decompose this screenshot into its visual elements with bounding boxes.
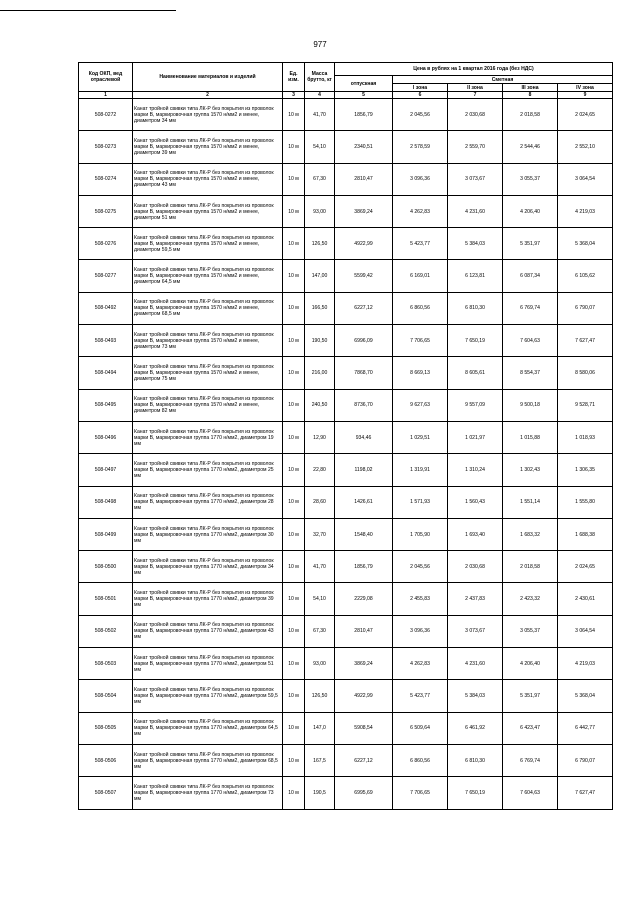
zone-2-price-cell: 6 123,81 <box>448 260 503 292</box>
name-cell: Канат тройной свивки типа ЛК-Р без покрытия из проволок марки В, маркировочная группа 1570 н/мм2 и менее, диаметром 82 мм <box>133 389 283 421</box>
table-row <box>79 744 613 776</box>
unit-cell: 10 м <box>283 454 305 486</box>
table-row <box>79 680 613 712</box>
table-body <box>79 99 613 810</box>
code-cell: 508-0501 <box>79 583 133 615</box>
zone-1-price-cell: 3 096,36 <box>393 163 448 195</box>
zone-4-price-cell: 4 219,03 <box>558 195 613 227</box>
code-cell: 508-0272 <box>79 99 133 131</box>
release-price-cell: 6995,69 <box>335 777 393 809</box>
zone-1-price-cell: 5 423,77 <box>393 680 448 712</box>
zone-3-price-cell: 5 351,97 <box>503 680 558 712</box>
release-price-cell: 1198,02 <box>335 454 393 486</box>
zone-3-price-cell: 2 018,58 <box>503 551 558 583</box>
release-price-cell: 3869,24 <box>335 648 393 680</box>
unit-cell: 10 м <box>283 195 305 227</box>
code-cell: 508-0500 <box>79 551 133 583</box>
release-price-cell: 8736,70 <box>335 389 393 421</box>
page-number: 977 <box>313 40 327 49</box>
mass-cell: 54,10 <box>305 131 335 163</box>
mass-cell: 41,70 <box>305 551 335 583</box>
code-cell: 508-0493 <box>79 325 133 357</box>
name-cell: Канат тройной свивки типа ЛК-Р без покрытия из проволок марки В, маркировочная группа 1770 н/мм2, диаметром 34 мм <box>133 551 283 583</box>
mass-cell: 93,00 <box>305 648 335 680</box>
zone-4-price-cell: 6 442,77 <box>558 712 613 744</box>
header-unit: Ед. изм. <box>283 63 305 92</box>
zone-1-price-cell: 9 627,63 <box>393 389 448 421</box>
zone-2-price-cell: 3 073,67 <box>448 615 503 647</box>
table-row <box>79 518 613 550</box>
release-price-cell: 2340,51 <box>335 131 393 163</box>
name-cell: Канат тройной свивки типа ЛК-Р без покрытия из проволок марки В, маркировочная группа 1770 н/мм2, диаметром 43 мм <box>133 615 283 647</box>
table-row <box>79 551 613 583</box>
mass-cell: 126,50 <box>305 228 335 260</box>
zone-4-price-cell: 1 555,80 <box>558 486 613 518</box>
unit-cell: 10 м <box>283 777 305 809</box>
zone-4-price-cell: 8 580,06 <box>558 357 613 389</box>
code-cell: 508-0274 <box>79 163 133 195</box>
code-cell: 508-0275 <box>79 195 133 227</box>
name-cell: Канат тройной свивки типа ЛК-Р без покрытия из проволок марки В, маркировочная группа 1570 н/мм2 и менее, диаметром 64,5 мм <box>133 260 283 292</box>
zone-4-price-cell: 9 528,71 <box>558 389 613 421</box>
code-cell: 508-0498 <box>79 486 133 518</box>
unit-cell: 10 м <box>283 518 305 550</box>
name-cell: Канат тройной свивки типа ЛК-Р без покрытия из проволок марки В, маркировочная группа 1770 н/мм2, диаметром 28 мм <box>133 486 283 518</box>
name-cell: Канат тройной свивки типа ЛК-Р без покрытия из проволок марки В, маркировочная группа 1570 н/мм2 и менее, диаметром 51 мм <box>133 195 283 227</box>
header-estimate-price: Сметная <box>393 76 613 84</box>
zone-3-price-cell: 8 554,37 <box>503 357 558 389</box>
release-price-cell: 1856,79 <box>335 551 393 583</box>
name-cell: Канат тройной свивки типа ЛК-Р без покрытия из проволок марки В, маркировочная группа 1770 н/мм2, диаметром 25 мм <box>133 454 283 486</box>
name-cell: Канат тройной свивки типа ЛК-Р без покрытия из проволок марки В, маркировочная группа 1570 н/мм2 и менее, диаметром 68,5 мм <box>133 292 283 324</box>
table-row <box>79 389 613 421</box>
unit-cell: 10 м <box>283 421 305 453</box>
zone-4-price-cell: 2 552,10 <box>558 131 613 163</box>
zone-2-price-cell: 7 650,19 <box>448 777 503 809</box>
top-left-rule <box>0 10 176 11</box>
zone-3-price-cell: 1 683,32 <box>503 518 558 550</box>
mass-cell: 147,00 <box>305 260 335 292</box>
unit-cell: 10 м <box>283 260 305 292</box>
zone-4-price-cell: 2 430,61 <box>558 583 613 615</box>
zone-3-price-cell: 1 302,43 <box>503 454 558 486</box>
table-header <box>79 63 613 99</box>
zone-4-price-cell: 6 105,62 <box>558 260 613 292</box>
header-zone-4: IV зона <box>558 84 613 92</box>
zone-1-price-cell: 2 045,56 <box>393 99 448 131</box>
zone-1-price-cell: 6 509,64 <box>393 712 448 744</box>
zone-3-price-cell: 2 018,58 <box>503 99 558 131</box>
zone-3-price-cell: 2 544,46 <box>503 131 558 163</box>
table-row <box>79 260 613 292</box>
code-cell: 508-0503 <box>79 648 133 680</box>
zone-3-price-cell: 6 087,34 <box>503 260 558 292</box>
zone-4-price-cell: 3 064,54 <box>558 163 613 195</box>
release-price-cell: 3869,24 <box>335 195 393 227</box>
zone-3-price-cell: 7 604,63 <box>503 325 558 357</box>
zone-3-price-cell: 4 206,40 <box>503 648 558 680</box>
column-number: 3 <box>283 92 305 99</box>
release-price-cell: 2810,47 <box>335 615 393 647</box>
mass-cell: 190,5 <box>305 777 335 809</box>
zone-2-price-cell: 5 384,03 <box>448 680 503 712</box>
zone-4-price-cell: 1 306,35 <box>558 454 613 486</box>
unit-cell: 10 м <box>283 680 305 712</box>
price-table <box>78 62 613 810</box>
zone-1-price-cell: 2 045,56 <box>393 551 448 583</box>
zone-2-price-cell: 2 437,83 <box>448 583 503 615</box>
unit-cell: 10 м <box>283 292 305 324</box>
zone-3-price-cell: 4 206,40 <box>503 195 558 227</box>
zone-1-price-cell: 6 860,56 <box>393 744 448 776</box>
column-number: 5 <box>335 92 393 99</box>
release-price-cell: 2229,08 <box>335 583 393 615</box>
name-cell: Канат тройной свивки типа ЛК-Р без покрытия из проволок марки В, маркировочная группа 1770 н/мм2, диаметром 39 мм <box>133 583 283 615</box>
mass-cell: 22,80 <box>305 454 335 486</box>
name-cell: Канат тройной свивки типа ЛК-Р без покрытия из проволок марки В, маркировочная группа 1570 н/мм2 и менее, диаметром 34 мм <box>133 99 283 131</box>
zone-4-price-cell: 1 688,38 <box>558 518 613 550</box>
zone-4-price-cell: 4 219,03 <box>558 648 613 680</box>
zone-4-price-cell: 7 627,47 <box>558 777 613 809</box>
mass-cell: 93,00 <box>305 195 335 227</box>
mass-cell: 67,30 <box>305 615 335 647</box>
release-price-cell: 1856,79 <box>335 99 393 131</box>
zone-1-price-cell: 5 423,77 <box>393 228 448 260</box>
code-cell: 508-0492 <box>79 292 133 324</box>
zone-4-price-cell: 1 018,93 <box>558 421 613 453</box>
zone-1-price-cell: 1 029,51 <box>393 421 448 453</box>
code-cell: 508-0497 <box>79 454 133 486</box>
column-number: 6 <box>393 92 448 99</box>
mass-cell: 166,50 <box>305 292 335 324</box>
release-price-cell: 4922,99 <box>335 228 393 260</box>
header-zone-3: III зона <box>503 84 558 92</box>
zone-1-price-cell: 4 262,83 <box>393 195 448 227</box>
zone-3-price-cell: 3 055,37 <box>503 163 558 195</box>
table-row <box>79 421 613 453</box>
zone-2-price-cell: 6 810,30 <box>448 744 503 776</box>
zone-2-price-cell: 1 021,97 <box>448 421 503 453</box>
mass-cell: 126,50 <box>305 680 335 712</box>
name-cell: Канат тройной свивки типа ЛК-Р без покрытия из проволок марки В, маркировочная группа 1570 н/мм2 и менее, диаметром 59,5 мм <box>133 228 283 260</box>
unit-cell: 10 м <box>283 131 305 163</box>
table-row <box>79 99 613 131</box>
zone-1-price-cell: 2 578,59 <box>393 131 448 163</box>
table-row <box>79 195 613 227</box>
column-number: 4 <box>305 92 335 99</box>
zone-3-price-cell: 6 769,74 <box>503 292 558 324</box>
unit-cell: 10 м <box>283 486 305 518</box>
zone-1-price-cell: 8 669,13 <box>393 357 448 389</box>
code-cell: 508-0276 <box>79 228 133 260</box>
zone-3-price-cell: 3 055,37 <box>503 615 558 647</box>
table-row <box>79 163 613 195</box>
table-row <box>79 357 613 389</box>
column-number: 8 <box>503 92 558 99</box>
mass-cell: 54,10 <box>305 583 335 615</box>
table-row <box>79 325 613 357</box>
name-cell: Канат тройной свивки типа ЛК-Р без покрытия из проволок марки В, маркировочная группа 1770 н/мм2, диаметром 19 мм <box>133 421 283 453</box>
zone-1-price-cell: 6 169,01 <box>393 260 448 292</box>
header-release-price: отпускная <box>335 76 393 92</box>
zone-2-price-cell: 5 384,03 <box>448 228 503 260</box>
mass-cell: 67,30 <box>305 163 335 195</box>
unit-cell: 10 м <box>283 583 305 615</box>
code-cell: 508-0496 <box>79 421 133 453</box>
code-cell: 508-0277 <box>79 260 133 292</box>
name-cell: Канат тройной свивки типа ЛК-Р без покрытия из проволок марки В, маркировочная группа 1570 н/мм2 и менее, диаметром 43 мм <box>133 163 283 195</box>
zone-2-price-cell: 1 560,43 <box>448 486 503 518</box>
table-row <box>79 292 613 324</box>
table-row <box>79 583 613 615</box>
name-cell: Канат тройной свивки типа ЛК-Р без покрытия из проволок марки В, маркировочная группа 1770 н/мм2, диаметром 30 мм <box>133 518 283 550</box>
column-number: 2 <box>133 92 283 99</box>
zone-1-price-cell: 6 860,56 <box>393 292 448 324</box>
zone-3-price-cell: 5 351,97 <box>503 228 558 260</box>
header-zone-2: II зона <box>448 84 503 92</box>
mass-cell: 28,60 <box>305 486 335 518</box>
code-cell: 508-0506 <box>79 744 133 776</box>
zone-2-price-cell: 1 310,24 <box>448 454 503 486</box>
column-number: 1 <box>79 92 133 99</box>
column-number-row <box>79 92 613 99</box>
zone-1-price-cell: 3 096,36 <box>393 615 448 647</box>
mass-cell: 190,50 <box>305 325 335 357</box>
table-row <box>79 131 613 163</box>
code-cell: 508-0502 <box>79 615 133 647</box>
zone-3-price-cell: 1 551,14 <box>503 486 558 518</box>
zone-2-price-cell: 7 650,19 <box>448 325 503 357</box>
release-price-cell: 5908,54 <box>335 712 393 744</box>
zone-1-price-cell: 1 319,91 <box>393 454 448 486</box>
code-cell: 508-0504 <box>79 680 133 712</box>
zone-2-price-cell: 9 557,09 <box>448 389 503 421</box>
zone-3-price-cell: 6 769,74 <box>503 744 558 776</box>
mass-cell: 32,70 <box>305 518 335 550</box>
name-cell: Канат тройной свивки типа ЛК-Р без покрытия из проволок марки В, маркировочная группа 1770 н/мм2, диаметром 68,5 мм <box>133 744 283 776</box>
unit-cell: 10 м <box>283 163 305 195</box>
unit-cell: 10 м <box>283 99 305 131</box>
name-cell: Канат тройной свивки типа ЛК-Р без покрытия из проволок марки В, маркировочная группа 1770 н/мм2, диаметром 64,5 мм <box>133 712 283 744</box>
zone-1-price-cell: 4 262,83 <box>393 648 448 680</box>
mass-cell: 147,0 <box>305 712 335 744</box>
name-cell: Канат тройной свивки типа ЛК-Р без покрытия из проволок марки В, маркировочная группа 1570 н/мм2 и менее, диаметром 73 мм <box>133 325 283 357</box>
table-row <box>79 777 613 809</box>
zone-2-price-cell: 3 073,67 <box>448 163 503 195</box>
table-row <box>79 454 613 486</box>
code-cell: 508-0499 <box>79 518 133 550</box>
zone-4-price-cell: 2 024,65 <box>558 551 613 583</box>
zone-2-price-cell: 6 810,30 <box>448 292 503 324</box>
release-price-cell: 1548,40 <box>335 518 393 550</box>
mass-cell: 216,00 <box>305 357 335 389</box>
mass-cell: 41,70 <box>305 99 335 131</box>
unit-cell: 10 м <box>283 228 305 260</box>
unit-cell: 10 м <box>283 357 305 389</box>
table-row <box>79 648 613 680</box>
header-name: Наименование материалов и изделий <box>133 63 283 92</box>
unit-cell: 10 м <box>283 325 305 357</box>
zone-2-price-cell: 8 605,61 <box>448 357 503 389</box>
unit-cell: 10 м <box>283 389 305 421</box>
zone-4-price-cell: 5 368,04 <box>558 228 613 260</box>
release-price-cell: 6996,09 <box>335 325 393 357</box>
name-cell: Канат тройной свивки типа ЛК-Р без покрытия из проволок марки В, маркировочная группа 1570 н/мм2 и менее, диаметром 39 мм <box>133 131 283 163</box>
zone-2-price-cell: 2 030,68 <box>448 99 503 131</box>
unit-cell: 10 м <box>283 744 305 776</box>
header-price-group: Цена в рублях на 1 квартал 2016 года (без НДС) <box>335 63 613 76</box>
zone-1-price-cell: 7 706,65 <box>393 325 448 357</box>
unit-cell: 10 м <box>283 615 305 647</box>
zone-4-price-cell: 7 627,47 <box>558 325 613 357</box>
zone-1-price-cell: 2 455,83 <box>393 583 448 615</box>
code-cell: 508-0273 <box>79 131 133 163</box>
mass-cell: 12,90 <box>305 421 335 453</box>
release-price-cell: 6227,12 <box>335 744 393 776</box>
zone-2-price-cell: 4 231,60 <box>448 648 503 680</box>
header-code: Код ОКП, вед отраслевой <box>79 63 133 92</box>
header-mass: Масса брутто, кг <box>305 63 335 92</box>
mass-cell: 167,5 <box>305 744 335 776</box>
zone-2-price-cell: 2 559,70 <box>448 131 503 163</box>
unit-cell: 10 м <box>283 648 305 680</box>
table-row <box>79 615 613 647</box>
unit-cell: 10 м <box>283 712 305 744</box>
code-cell: 508-0494 <box>79 357 133 389</box>
release-price-cell: 5599,42 <box>335 260 393 292</box>
name-cell: Канат тройной свивки типа ЛК-Р без покрытия из проволок марки В, маркировочная группа 1770 н/мм2, диаметром 59,5 мм <box>133 680 283 712</box>
release-price-cell: 2810,47 <box>335 163 393 195</box>
code-cell: 508-0507 <box>79 777 133 809</box>
header-zone-1: I зона <box>393 84 448 92</box>
zone-4-price-cell: 6 790,07 <box>558 744 613 776</box>
unit-cell: 10 м <box>283 551 305 583</box>
zone-3-price-cell: 2 423,32 <box>503 583 558 615</box>
name-cell: Канат тройной свивки типа ЛК-Р без покрытия из проволок марки В, маркировочная группа 1770 н/мм2, диаметром 51 мм <box>133 648 283 680</box>
release-price-cell: 1426,61 <box>335 486 393 518</box>
zone-4-price-cell: 6 790,07 <box>558 292 613 324</box>
zone-3-price-cell: 7 604,63 <box>503 777 558 809</box>
zone-2-price-cell: 4 231,60 <box>448 195 503 227</box>
zone-3-price-cell: 9 500,18 <box>503 389 558 421</box>
name-cell: Канат тройной свивки типа ЛК-Р без покрытия из проволок марки В, маркировочная группа 1770 н/мм2, диаметром 73 мм <box>133 777 283 809</box>
zone-3-price-cell: 1 015,88 <box>503 421 558 453</box>
zone-3-price-cell: 6 423,47 <box>503 712 558 744</box>
zone-4-price-cell: 3 064,54 <box>558 615 613 647</box>
table-row <box>79 712 613 744</box>
release-price-cell: 934,46 <box>335 421 393 453</box>
table-row <box>79 228 613 260</box>
name-cell: Канат тройной свивки типа ЛК-Р без покрытия из проволок марки В, маркировочная группа 1570 н/мм2 и менее, диаметром 75 мм <box>133 357 283 389</box>
zone-4-price-cell: 5 368,04 <box>558 680 613 712</box>
zone-1-price-cell: 1 571,93 <box>393 486 448 518</box>
code-cell: 508-0505 <box>79 712 133 744</box>
mass-cell: 240,50 <box>305 389 335 421</box>
table-row <box>79 486 613 518</box>
column-number: 7 <box>448 92 503 99</box>
zone-1-price-cell: 7 706,65 <box>393 777 448 809</box>
column-number: 9 <box>558 92 613 99</box>
release-price-cell: 7868,70 <box>335 357 393 389</box>
code-cell: 508-0495 <box>79 389 133 421</box>
zone-4-price-cell: 2 024,65 <box>558 99 613 131</box>
zone-2-price-cell: 1 693,40 <box>448 518 503 550</box>
zone-2-price-cell: 6 461,92 <box>448 712 503 744</box>
zone-1-price-cell: 1 705,90 <box>393 518 448 550</box>
release-price-cell: 4922,99 <box>335 680 393 712</box>
zone-2-price-cell: 2 030,68 <box>448 551 503 583</box>
release-price-cell: 6227,12 <box>335 292 393 324</box>
